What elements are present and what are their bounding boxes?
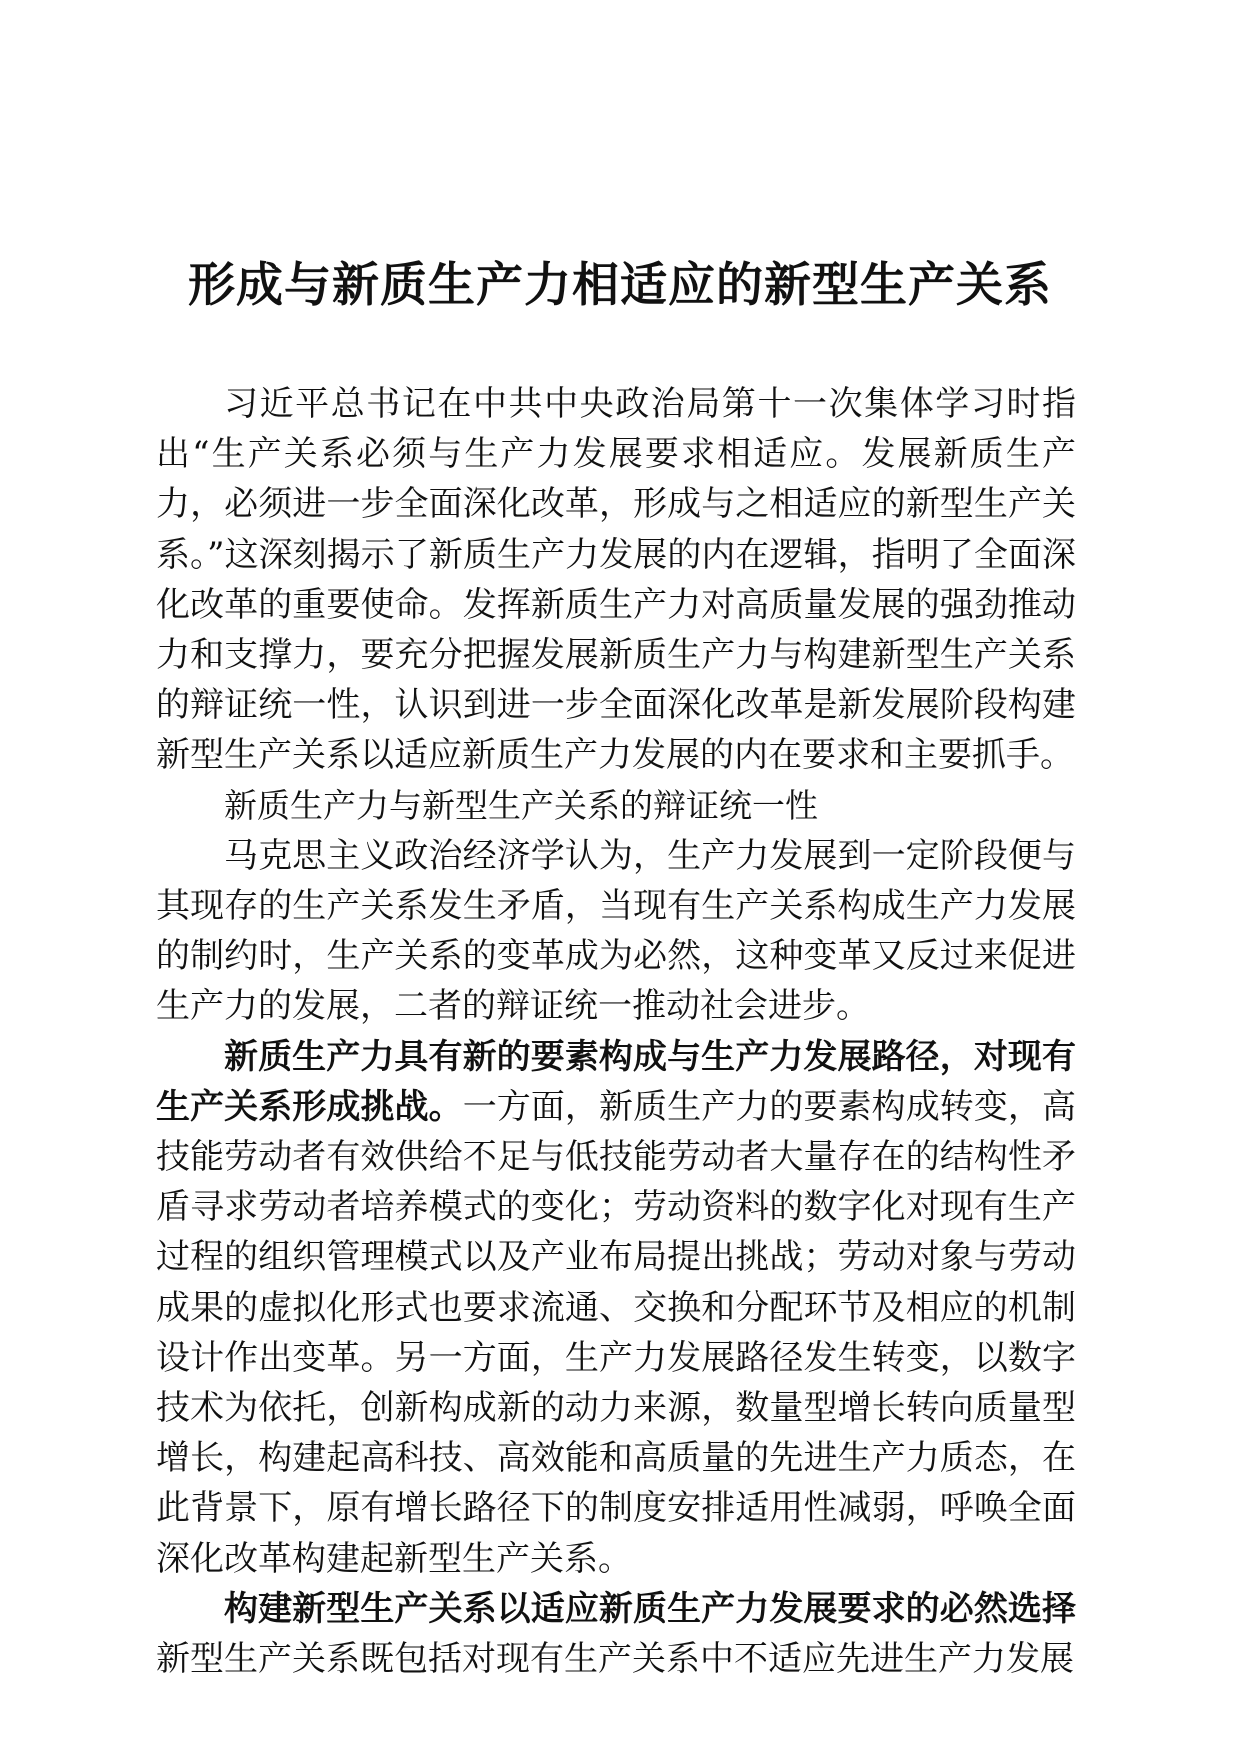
necessity-paragraph	[156, 1584, 1076, 1684]
marxist-theory-paragraph: 马克思主义政治经济学认为，生产力发展到一定阶段便与其现存的生产关系发生矛盾，当现有生产关系构成生产力发展的制约时，生产关系的变革成为必然，这种变革又反过来促进生产力的发展，二者的辩证统一推动社会进步。	[156, 835, 1076, 1027]
challenge-paragraph-body: 一方面，新质生产力的要素构成转变，高技能劳动者有效供给不足与低技能劳动者大量存在的结构性矛盾寻求劳动者培养模式的变化；劳动资料的数字化对现有生产过程的组织管理模式以及产业布局提出挑战；劳动对象与劳动成果的虚拟化形式也要求流通、交换和分配环节及相应的机制设计作出变革。另一方面，生产力发展路径发生转变，以数字技术为依托，创新构成新的动力来源，数量型增长转向质量型增长，构建起高科技、高效能和高质量的先进生产力质态，在此背景下，原有增长路径下的制度安排适用性减弱，呼唤全面深化改革构建起新型生产关系。	[156, 1086, 1077, 1579]
necessity-paragraph-body: 新型生产关系既包括对现有生产关系中不适应先进生产力发展	[156, 1639, 1074, 1680]
section-heading: 新质生产力与新型生产关系的辩证统一性	[224, 785, 818, 825]
necessity-paragraph-lead: 构建新型生产关系以适应新质生产力发展要求的必然选择	[224, 1588, 1076, 1629]
intro-paragraph: 习近平总书记在中共中央政治局第十一次集体学习时指出“生产关系必须与生产力发展要求相适应。发展新质生产力，必须进一步全面深化改革，形成与之相适应的新型生产关系。”这深刻揭示了新质生产力发展的内在逻辑，指明了全面深化改革的重要使命。发挥新质生产力对高质量发展的强劲推动力和支撑力，要充分把握发展新质生产力与构建新型生产关系的辩证统一性，认识到进一步全面深化改革是新发展阶段构建新型生产关系以适应新质生产力发展的内在要求和主要抓手。	[156, 384, 1076, 776]
document-body	[156, 379, 1076, 1684]
challenge-paragraph-lead: 新质生产力具有新的要素构成与生产力发展路径，对现有生产关系形成挑战。	[156, 1036, 1076, 1127]
challenge-paragraph	[156, 1032, 1076, 1584]
document-title: 形成与新质生产力相适应的新型生产关系	[188, 258, 1052, 313]
